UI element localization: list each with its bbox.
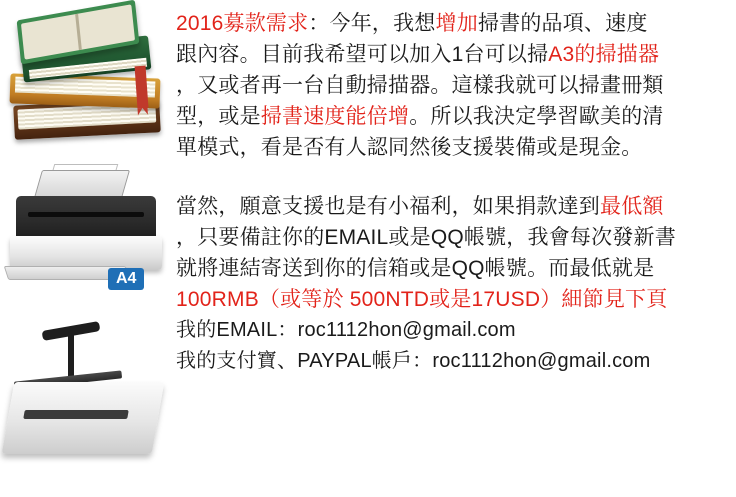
highlighted-text: 2016募款需求 [176, 12, 309, 35]
text-line [176, 8, 728, 39]
body-text: 。所以我決定學習歐美的清 [409, 105, 664, 128]
body-text: 型，或是 [176, 105, 261, 128]
contact-label: 我的支付寶、PAYPAL帳戶： [176, 350, 433, 372]
body-text: 跟內容。目前我希望可以加入1台可以掃 [176, 43, 549, 66]
book-pages [29, 58, 147, 79]
body-text: 當然，願意支援也是有小福利，如果捐款達到 [176, 195, 600, 218]
scanner-input-tray [34, 170, 130, 198]
highlighted-text: 最低額 [600, 195, 664, 218]
contact-value[interactable]: roc1112hon@gmail.com [297, 319, 516, 341]
body-text: ：今年，我想 [308, 12, 436, 35]
contact-row [176, 315, 728, 346]
body-text: 單模式，看是否有人認同然後支援裝備或是現金。 [176, 136, 643, 159]
paragraph-rewards [176, 191, 728, 315]
text-line [176, 253, 728, 284]
platen-ruler [23, 410, 129, 419]
text-line [176, 284, 728, 315]
a4-badge: A4 [108, 268, 144, 290]
text-line [176, 101, 728, 132]
text-line [176, 191, 728, 222]
highlighted-text: A3的掃描器 [548, 43, 660, 66]
contact-list [176, 315, 728, 377]
bookmark-ribbon [135, 66, 149, 109]
body-text: ，只要備註你的EMAIL或是QQ帳號，我會每次發新書 [176, 226, 676, 249]
books-illustration [8, 6, 168, 156]
contact-value[interactable]: roc1112hon@gmail.com [432, 350, 651, 372]
text-line [176, 132, 728, 163]
paragraph-funding-needs [176, 8, 728, 163]
highlighted-text: 掃書速度能倍增 [260, 105, 410, 128]
illustration-column [0, 0, 176, 497]
contact-label: 我的EMAIL： [176, 319, 298, 341]
highlighted-text: 增加 [435, 12, 478, 35]
contact-row [176, 346, 728, 377]
body-text: 就將連結寄送到你的信箱或是QQ帳號。而最低就是 [176, 257, 655, 280]
text-line [176, 39, 728, 70]
scanner-feed-slot [28, 212, 144, 217]
text-line [176, 70, 728, 101]
scanner-base [10, 236, 162, 270]
sheetfed-scanner-illustration [10, 170, 170, 300]
body-text: 掃書的品項、速度 [477, 12, 648, 35]
highlighted-text: 100RMB（或等於 500NTD或是17USD）細節見下頁 [176, 288, 668, 311]
body-text: ，又或者再一台自動掃描器。這樣我就可以掃畫冊類 [176, 74, 664, 97]
text-line [176, 222, 728, 253]
overhead-scanner-illustration [8, 330, 173, 490]
text-column [176, 8, 728, 493]
